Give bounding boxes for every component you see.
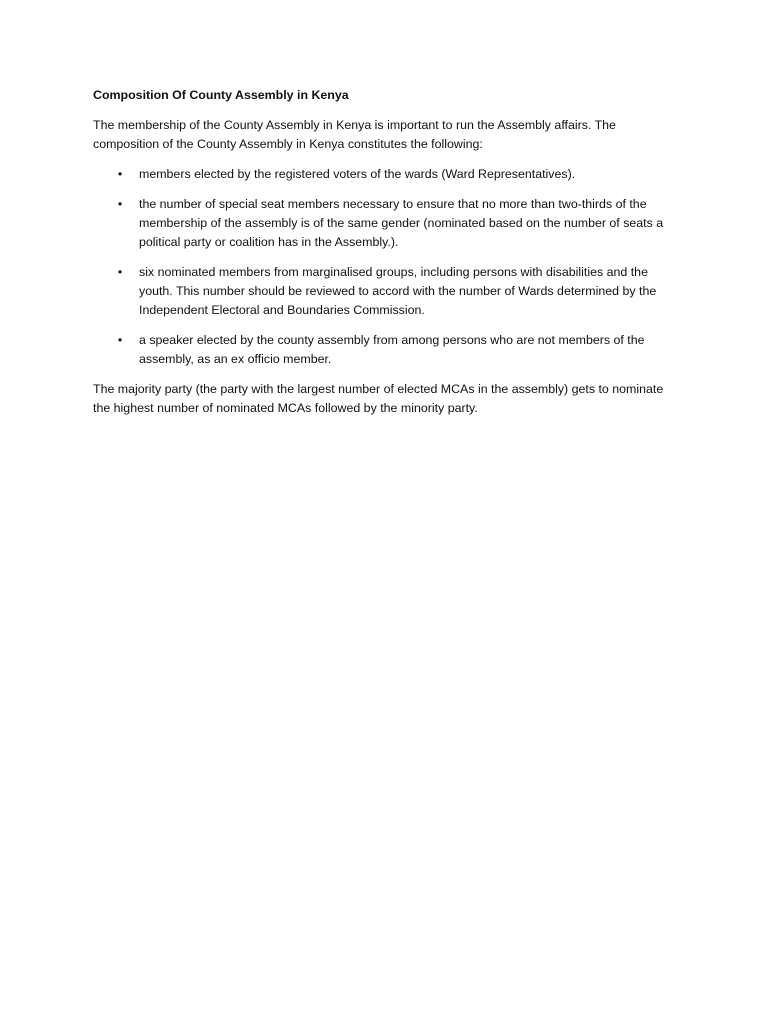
bullet-icon: • <box>117 333 123 347</box>
list-item-text: six nominated members from marginalised groups, including persons with disabilities and the youth. This number should be reviewed to accord with the number of Wards determined by the Independent Electoral and Boundaries Commission. <box>139 265 657 317</box>
list-item <box>93 195 683 252</box>
intro-paragraph: The membership of the County Assembly in Kenya is important to run the Assembly affairs. The composition of the County Assembly in Kenya constitutes the following: <box>93 118 616 151</box>
list-item <box>93 263 683 320</box>
composition-list <box>93 165 683 369</box>
list-item <box>93 331 683 369</box>
bullet-icon: • <box>117 265 123 279</box>
document-title: Composition Of County Assembly in Kenya <box>93 88 349 102</box>
list-item-text: members elected by the registered voters of the wards (Ward Representatives). <box>139 167 576 181</box>
bullet-icon: • <box>117 167 123 181</box>
list-item-text: the number of special seat members necessary to ensure that no more than two-thirds of the membership of the assembly is of the same gender (nominated based on the number of seats a political party or coalition has in the Assembly.). <box>139 197 664 249</box>
list-item-text: a speaker elected by the county assembly from among persons who are not members of the assembly, as an ex officio member. <box>139 333 645 366</box>
closing-paragraph: The majority party (the party with the largest number of elected MCAs in the assembly) gets to nominate the highest number of nominated MCAs followed by the minority party. <box>93 382 664 415</box>
list-item <box>93 165 683 184</box>
document-page <box>93 86 683 429</box>
bullet-icon: • <box>117 197 123 211</box>
